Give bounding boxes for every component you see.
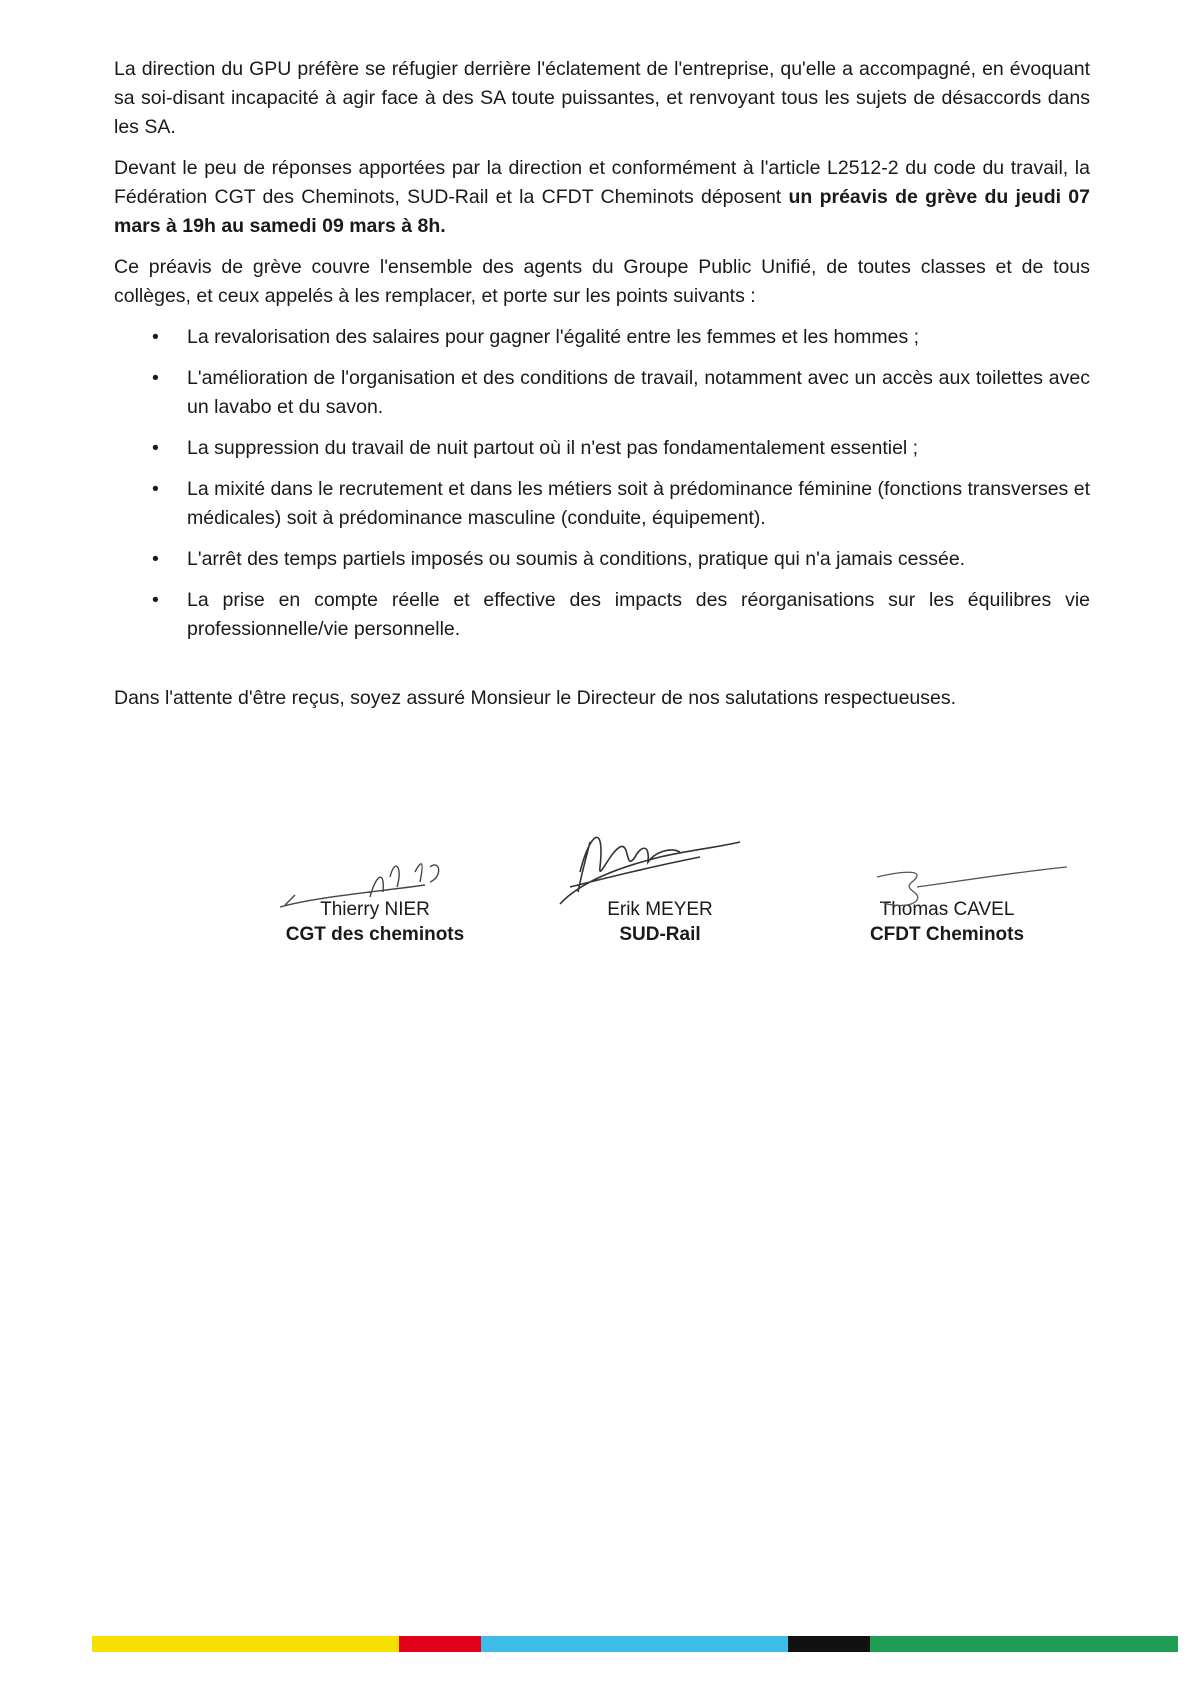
bullet: • xyxy=(152,589,159,611)
footer-stripe-black xyxy=(788,1636,870,1652)
signature-block-sud xyxy=(510,897,810,947)
letter-body xyxy=(114,55,1090,725)
list-item: • La prise en compte réelle et effective des impacts des réorganisations sur les équilibres vie professionnelle/vie personnelle. xyxy=(114,586,1090,644)
demands-list xyxy=(114,323,1090,644)
list-item: • L'amélioration de l'organisation et des conditions de travail, notamment avec un accès aux toilettes avec un lavabo et du savon. xyxy=(114,364,1090,422)
handwritten-signature-icon xyxy=(797,852,1097,922)
signatory-org: SUD-Rail xyxy=(619,924,701,945)
signatory-org: CFDT Cheminots xyxy=(869,924,1025,945)
list-item: • L'arrêt des temps partiels imposés ou soumis à conditions, pratique qui n'a jamais cessée. xyxy=(114,545,1090,574)
footer-stripe-red xyxy=(399,1636,481,1652)
signatory-org: CGT des cheminots xyxy=(285,924,465,945)
strike-dates: un préavis de grève du jeudi 07 mars à 19h au samedi 09 mars à 8h. xyxy=(114,186,1090,237)
bullet: • xyxy=(152,326,159,348)
signature-block-cfdt xyxy=(797,897,1097,947)
footer-stripe-yellow xyxy=(92,1636,399,1652)
paragraph-strike-notice xyxy=(114,154,1090,241)
paragraph-gpu-direction: La direction du GPU préfère se réfugier derrière l'éclatement de l'entreprise, qu'elle a accompagné, en évoquant sa soi-disant incapacité à agir face à des SA toute puissantes, et renvoyant tous les sujets de désaccords dans les SA. xyxy=(114,58,1090,138)
list-item: • La revalorisation des salaires pour gagner l'égalité entre les femmes et les hommes ; xyxy=(114,323,1090,352)
strike-notice-text: Devant le peu de réponses apportées par la direction et conformément à l'article L2512-2 du code du travail, la Fédération CGT des Cheminots, SUD-Rail et la CFDT Cheminots déposent xyxy=(114,157,1090,208)
bullet: • xyxy=(152,367,159,389)
handwritten-signature-icon xyxy=(510,812,810,912)
signatory-name: Erik MEYER xyxy=(607,899,713,920)
signatory-name: Thomas CAVEL xyxy=(879,899,1015,920)
bullet: • xyxy=(152,478,159,500)
paragraph-scope: Ce préavis de grève couvre l'ensemble des agents du Groupe Public Unifié, de toutes classes et de tous collèges, et ceux appelés à les remplacer, et porte sur les points suivants : xyxy=(114,256,1090,307)
handwritten-signature-icon xyxy=(225,837,525,917)
signature-block-cgt xyxy=(225,897,525,947)
footer-stripe-blue xyxy=(481,1636,788,1652)
footer-stripe-green xyxy=(870,1636,1178,1652)
list-item: • La mixité dans le recrutement et dans les métiers soit à prédominance féminine (fonctions transverses et médicales) soit à prédominance masculine (conduite, équipement). xyxy=(114,475,1090,533)
signatory-name: Thierry NIER xyxy=(320,899,430,920)
bullet: • xyxy=(152,437,159,459)
list-item: • La suppression du travail de nuit partout où il n'est pas fondamentalement essentiel ; xyxy=(114,434,1090,463)
bullet: • xyxy=(152,548,159,570)
closing-salutation: Dans l'attente d'être reçus, soyez assuré Monsieur le Directeur de nos salutations respectueuses. xyxy=(114,687,957,709)
